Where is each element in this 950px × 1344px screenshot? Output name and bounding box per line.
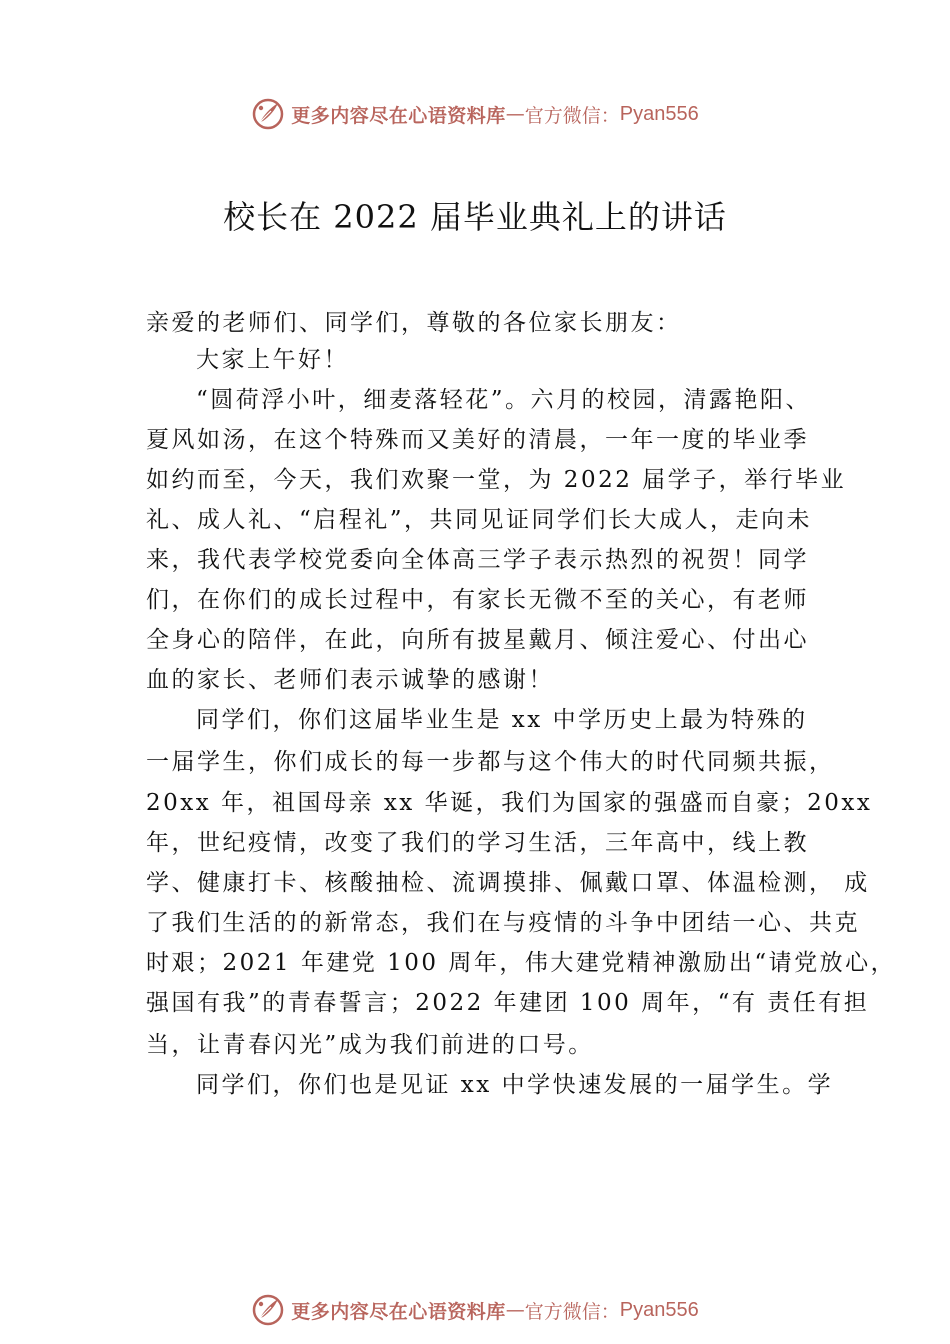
quill-pen-logo-icon — [251, 97, 285, 131]
banner-separator: — — [505, 1299, 525, 1321]
banner-wechat-id: Pyan556 — [619, 1298, 699, 1321]
banner-text: 更多内容尽在心语资料库 — [291, 104, 506, 127]
body-line: 年，世纪疫情，改变了我们的学习生活，三年高中，线上教 — [146, 830, 809, 856]
body-line: 礼、成人礼、“启程礼”，共同见证同学们长大成人，走向未 — [146, 507, 813, 533]
body-line: 夏风如汤，在这个特殊而又美好的清晨，一年一度的毕业季 — [146, 427, 809, 453]
body-line: 一届学生，你们成长的每一步都与这个伟大的时代同频共振， — [146, 749, 835, 775]
document-title: 校长在 2022 届毕业典礼上的讲话 — [223, 198, 727, 236]
footer-watermark-banner — [0, 1290, 950, 1330]
banner-separator: — — [505, 103, 525, 125]
body-line: 学、健康打卡、核酸抽检、流调摸排、佩戴口罩、体温检测， 成 — [146, 870, 870, 896]
banner-text: 更多内容尽在心语资料库 — [291, 1300, 506, 1323]
body-line: 全身心的陪伴，在此，向所有披星戴月、倾注爱心、付出心 — [146, 627, 809, 653]
banner-wechat-id: Pyan556 — [619, 102, 699, 125]
banner-wechat-label: 官方微信： — [524, 104, 620, 127]
body-line: 们，在你们的成长过程中，有家长无微不至的关心，有老师 — [146, 587, 809, 613]
body-line: 了我们生活的的新常态，我们在与疫情的斗争中团结一心、共克 — [146, 910, 860, 936]
body-line: 强国有我”的青春誓言；2022 年建团 100 周年，“有 责任有担 — [146, 990, 870, 1016]
body-line: 如约而至，今天，我们欢聚一堂，为 2022 届学子，举行毕业 — [146, 467, 847, 493]
body-line: 时艰；2021 年建党 100 周年，伟大建党精神激励出“请党放心， — [146, 950, 897, 976]
body-line: 血的家长、老师们表示诚挚的感谢！ — [146, 667, 554, 693]
body-line: “圆荷浮小叶，细麦落轻花”。六月的校园，清露艳阳、 — [196, 387, 812, 413]
body-line: 同学们，你们也是见证 xx 中学快速发展的一届学生。学 — [196, 1072, 834, 1098]
body-line: 当，让青春闪光”成为我们前进的口号。 — [146, 1032, 594, 1058]
header-watermark-banner — [0, 94, 950, 134]
quill-pen-logo-icon — [251, 1293, 285, 1327]
salutation-line: 亲爱的老师们、同学们，尊敬的各位家长朋友： — [146, 310, 682, 336]
greeting-line: 大家上午好！ — [196, 347, 349, 373]
banner-wechat-label: 官方微信： — [524, 1300, 620, 1323]
body-line: 同学们，你们这届毕业生是 xx 中学历史上最为特殊的 — [196, 707, 808, 733]
body-line: 来，我代表学校党委向全体高三学子表示热烈的祝贺！同学 — [146, 547, 809, 573]
body-line: 20xx 年，祖国母亲 xx 华诞，我们为国家的强盛而自豪；20xx — [146, 790, 873, 816]
